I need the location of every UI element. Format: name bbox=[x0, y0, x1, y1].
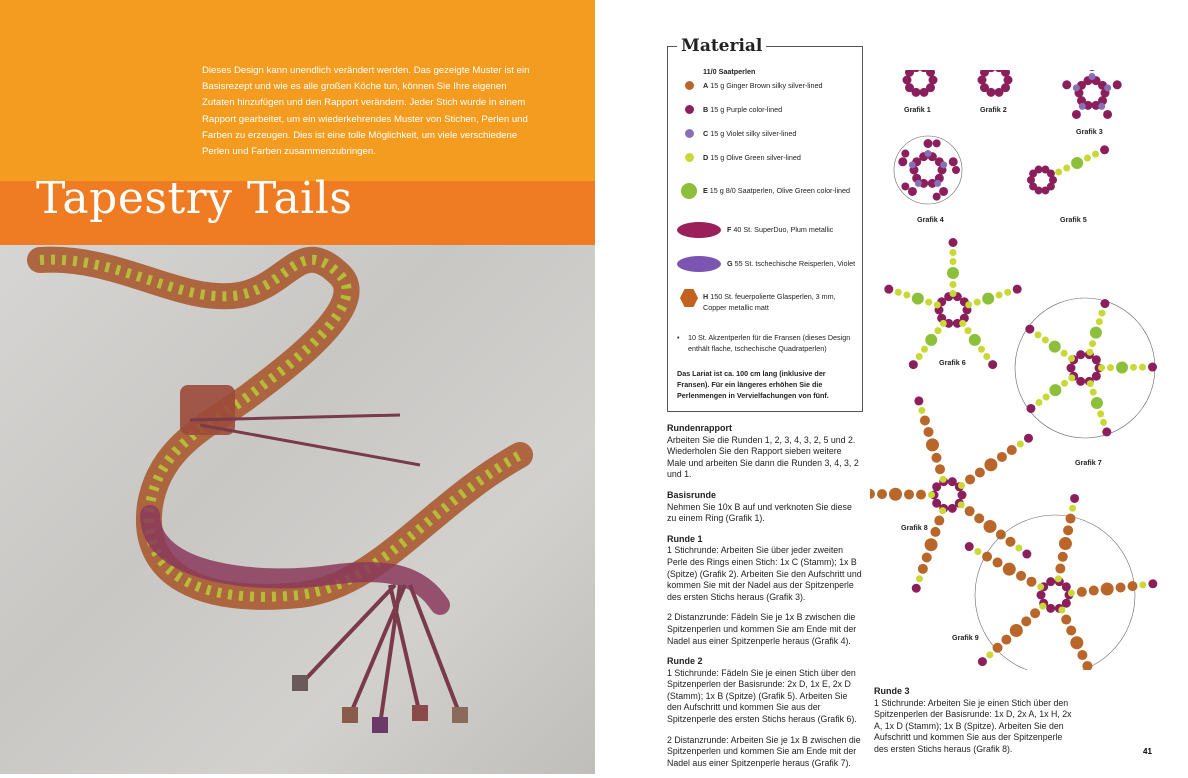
ring-bead bbox=[978, 76, 987, 85]
arm-bead bbox=[939, 507, 946, 514]
arm-bead bbox=[1082, 661, 1092, 670]
arm-bead bbox=[1005, 537, 1015, 547]
ring-bead bbox=[1037, 591, 1046, 600]
arm-bead bbox=[1087, 380, 1094, 387]
arm-bead bbox=[940, 476, 947, 483]
arm-bead bbox=[1015, 545, 1022, 552]
arm-bead bbox=[1102, 427, 1111, 436]
arm-bead bbox=[909, 161, 916, 168]
arm-bead bbox=[1096, 318, 1103, 325]
arm-bead bbox=[1063, 165, 1070, 172]
arm-bead bbox=[950, 258, 957, 265]
runde2-p2: 2 Distanzrunde: Arbeiten Sie je 1x B zwischen die Spitzenperlen und kommen Sie am Ende mit der Nadel aus einer Spitzenperle heraus (Grafik 7). bbox=[667, 734, 861, 768]
runde1-p2: 2 Distanzrunde: Fädeln Sie je 1x B zwischen die Spitzenperlen und kommen Sie am Ende mit der Nadel aus einer Spitzenperle heraus (Grafik 4). bbox=[667, 612, 857, 646]
bullet-text: 10 St. Akzentperlen für die Fransen (dieses Design enthält flache, tschechische Quadratperlen) bbox=[688, 333, 851, 353]
ring-bead bbox=[929, 76, 938, 85]
arm-bead bbox=[1100, 145, 1109, 154]
arm-bead bbox=[1148, 579, 1157, 588]
ring-bead bbox=[1046, 577, 1055, 586]
ring-bead bbox=[932, 499, 941, 508]
material-bullet: • 10 St. Akzentperlen für die Fransen (dieses Design enthält flache, tschechische Quadratperlen) bbox=[677, 332, 855, 354]
arm-bead bbox=[1022, 550, 1031, 559]
arm-bead bbox=[877, 489, 887, 499]
arm-bead bbox=[935, 327, 942, 334]
arm-bead bbox=[870, 489, 875, 499]
caption-grafik-1: Grafik 1 bbox=[904, 105, 931, 114]
arm-bead bbox=[974, 548, 981, 555]
bead-icon-b bbox=[685, 105, 694, 114]
arm-bead bbox=[1017, 440, 1024, 447]
arm-bead bbox=[903, 292, 910, 299]
ring-bead bbox=[948, 504, 957, 513]
page-number: 41 bbox=[1143, 747, 1152, 756]
material-item-d bbox=[703, 152, 860, 163]
arm-bead bbox=[1116, 582, 1126, 592]
arm-bead bbox=[1077, 587, 1087, 597]
arm-bead bbox=[918, 407, 925, 414]
arm-bead bbox=[996, 530, 1006, 540]
arm-bead bbox=[1065, 514, 1075, 524]
arm-bead bbox=[1084, 155, 1091, 162]
arm-bead bbox=[1071, 157, 1083, 169]
bead-icon-g bbox=[677, 256, 721, 272]
material-item-g bbox=[727, 258, 860, 269]
bead-icon-f bbox=[677, 222, 721, 238]
arm-bead bbox=[1039, 603, 1046, 610]
material-heading: Material bbox=[677, 36, 766, 56]
arm-bead bbox=[912, 293, 924, 305]
ring-bead bbox=[1004, 76, 1013, 85]
ring-bead bbox=[905, 83, 914, 92]
ring-bead bbox=[1076, 350, 1085, 359]
arm-bead bbox=[950, 281, 957, 288]
arm-bead bbox=[1058, 607, 1065, 614]
seed-heading: 11/0 Saatperlen bbox=[703, 67, 756, 76]
arm-bead bbox=[930, 527, 940, 537]
arm-bead bbox=[898, 157, 907, 166]
arm-bead bbox=[1097, 410, 1104, 417]
arm-bead bbox=[965, 506, 975, 516]
arm-bead bbox=[916, 353, 923, 360]
arm-bead bbox=[1061, 615, 1071, 625]
material-item-c bbox=[703, 128, 860, 139]
basis-text: Nehmen Sie 10x B auf und verknoten Sie diese zu einem Ring (Grafik 1). bbox=[667, 501, 852, 524]
distance-bead bbox=[901, 150, 909, 158]
item-text: 15 g 8/0 Saatperlen, Olive Green color-lined bbox=[709, 186, 851, 195]
arm-bead bbox=[904, 489, 914, 499]
arm-bead bbox=[1070, 636, 1083, 649]
runde1-p1: 1 Stichrunde: Arbeiten Sie über jeder zweiten Perle des Rings einen Stich: 1x C (Stamm); 1x B (Spitze) (Grafik 2). Arbeiten Sie den Aufschritt und kommen Sie mit der Nadel aus der Spitzenperle des ersten Stichs heraus (Grafik 3). bbox=[667, 545, 862, 602]
arm-bead bbox=[1021, 616, 1031, 626]
arm-bead bbox=[925, 150, 932, 157]
arm-bead bbox=[949, 238, 958, 247]
arm-bead bbox=[1139, 364, 1146, 371]
arm-bead bbox=[914, 396, 923, 405]
lariat-illustration bbox=[0, 245, 595, 774]
arm-bead bbox=[1037, 583, 1044, 590]
ring-bead bbox=[1047, 170, 1055, 178]
arm-bead bbox=[1049, 384, 1061, 396]
arm-bead bbox=[1069, 505, 1076, 512]
bead-icon-a bbox=[685, 81, 694, 90]
bead-icon-d bbox=[685, 153, 694, 162]
arm-bead bbox=[1059, 537, 1072, 550]
item-text: 15 g Ginger Brown silky silver-lined bbox=[710, 81, 823, 90]
arm-bead bbox=[1016, 571, 1026, 581]
arm-bead bbox=[1035, 399, 1042, 406]
arm-bead bbox=[965, 542, 974, 551]
arm-bead bbox=[1003, 563, 1016, 576]
bead-diagrams bbox=[870, 70, 1170, 670]
arm-bead bbox=[916, 575, 923, 582]
arm-bead bbox=[912, 584, 921, 593]
arm-bead bbox=[965, 474, 975, 484]
arm-bead bbox=[993, 558, 1003, 568]
item-letter: D bbox=[703, 153, 709, 162]
distance-bead bbox=[933, 139, 941, 147]
arm-bead bbox=[934, 180, 941, 187]
basis-heading: Basisrunde bbox=[667, 489, 717, 500]
ring-bead bbox=[1092, 355, 1101, 364]
arm-bead bbox=[1101, 583, 1114, 596]
arm-bead bbox=[996, 292, 1003, 299]
arm-bead bbox=[1026, 404, 1035, 413]
arm-bead bbox=[1079, 103, 1086, 110]
item-letter: A bbox=[703, 81, 709, 90]
arm-bead bbox=[1055, 575, 1062, 582]
arm-bead bbox=[1042, 337, 1049, 344]
arm-bead bbox=[1013, 285, 1022, 294]
arm-bead bbox=[1007, 445, 1017, 455]
arm-bead bbox=[1061, 350, 1068, 357]
caption-grafik-6: Grafik 6 bbox=[939, 358, 966, 367]
arm-bead bbox=[1130, 364, 1137, 371]
arm-bead bbox=[1077, 650, 1087, 660]
arm-bead bbox=[915, 180, 922, 187]
item-letter: C bbox=[703, 129, 709, 138]
item-text: 40 St. SuperDuo, Plum metallic bbox=[733, 225, 834, 234]
arm-bead bbox=[889, 488, 902, 501]
arm-bead bbox=[947, 267, 959, 279]
arm-bead bbox=[993, 643, 1003, 653]
arm-bead bbox=[997, 452, 1007, 462]
arm-bead bbox=[923, 427, 933, 437]
arm-bead bbox=[934, 301, 941, 308]
arm-bead bbox=[934, 516, 944, 526]
arm-bead bbox=[1098, 310, 1105, 317]
arm-bead bbox=[895, 289, 902, 296]
arm-bead bbox=[982, 293, 994, 305]
material-item-a bbox=[703, 80, 860, 91]
arm-bead bbox=[1043, 394, 1050, 401]
ring-bead bbox=[958, 491, 967, 500]
arm-bead bbox=[1090, 389, 1097, 396]
arm-bead bbox=[984, 520, 997, 533]
arm-bead bbox=[1062, 80, 1071, 89]
ring-bead bbox=[1062, 582, 1071, 591]
arm-bead bbox=[925, 299, 932, 306]
arm-bead bbox=[1058, 552, 1068, 562]
arm-bead bbox=[950, 290, 957, 297]
material-item-b bbox=[703, 104, 860, 115]
distance-bead bbox=[933, 193, 941, 201]
arm-bead bbox=[1001, 635, 1011, 645]
arm-bead bbox=[1010, 624, 1023, 637]
ring-bead bbox=[1067, 364, 1076, 373]
arm-bead bbox=[1100, 419, 1107, 426]
arm-bead bbox=[928, 491, 935, 498]
arm-bead bbox=[1068, 374, 1075, 381]
page-title: Tapestry Tails bbox=[36, 173, 353, 224]
arm-bead bbox=[916, 490, 926, 500]
arm-bead bbox=[940, 161, 947, 168]
arm-bead bbox=[1024, 434, 1033, 443]
runde3-block bbox=[874, 686, 1074, 765]
material-note: Das Lariat ist ca. 100 cm lang (inklusive der Fransen). Für ein längeres erhöhen Sie die Perlenmengen in Vervielfachungen von fünf. bbox=[677, 369, 829, 400]
material-item-h bbox=[703, 291, 860, 313]
material-item-e bbox=[703, 185, 860, 196]
arm-bead bbox=[1089, 340, 1096, 347]
arm-bead bbox=[982, 552, 992, 562]
arm-bead bbox=[931, 453, 941, 463]
arm-bead bbox=[935, 464, 945, 474]
arm-bead bbox=[1107, 364, 1114, 371]
arm-bead bbox=[1026, 577, 1036, 587]
lariat-photo bbox=[0, 245, 595, 774]
caption-grafik-3: Grafik 3 bbox=[1076, 127, 1103, 136]
arm-bead bbox=[1086, 349, 1093, 356]
rundenrapport-heading: Rundenrapport bbox=[667, 423, 732, 433]
arm-bead bbox=[908, 187, 917, 196]
bead-icon-e bbox=[681, 183, 697, 199]
caption-grafik-4: Grafik 4 bbox=[917, 215, 944, 224]
item-letter: B bbox=[703, 105, 709, 114]
instructions-column bbox=[667, 423, 863, 778]
ring-bead bbox=[903, 76, 912, 85]
arm-bead bbox=[975, 468, 985, 478]
arm-bead bbox=[958, 482, 965, 489]
arm-bead bbox=[1113, 80, 1122, 89]
arm-bead bbox=[1004, 289, 1011, 296]
bead-icon-c bbox=[685, 129, 694, 138]
arm-bead bbox=[1090, 327, 1102, 339]
arm-bead bbox=[978, 657, 987, 666]
arm-bead bbox=[1092, 151, 1099, 158]
arm-bead bbox=[1035, 331, 1042, 338]
item-text: 15 g Violet silky silver-lined bbox=[710, 129, 797, 138]
arm-bead bbox=[1068, 355, 1075, 362]
arm-bead bbox=[986, 651, 993, 658]
distance-bead bbox=[901, 182, 909, 190]
arm-bead bbox=[1061, 380, 1068, 387]
runde2-heading: Runde 2 bbox=[667, 656, 703, 667]
caption-grafik-2: Grafik 2 bbox=[980, 105, 1007, 114]
arm-bead bbox=[950, 249, 957, 256]
runde2-p1: 1 Stichrunde: Fädeln Sie je einen Stich über den Spitzenperlen der Basisrunde: 2x D, 1x E, 2x D (Stamm); 1x B (Spitze) (Grafik 5). Arbeiten Sie den Aufschritt und kommen Sie aus der Spitzenperle des ersten Stichs heraus (Grafik 6). bbox=[667, 667, 857, 725]
caption-grafik-7: Grafik 7 bbox=[1075, 458, 1102, 467]
arm-bead bbox=[1098, 103, 1105, 110]
arm-bead bbox=[1104, 84, 1111, 91]
arm-bead bbox=[978, 346, 985, 353]
arm-bead bbox=[922, 552, 932, 562]
arm-bead bbox=[983, 353, 990, 360]
arm-bead bbox=[958, 501, 965, 508]
item-letter: G bbox=[727, 259, 733, 268]
item-text: 55 St. tschechische Reisperlen, Violet bbox=[734, 259, 856, 268]
arm-bead bbox=[1025, 325, 1034, 334]
item-text: 15 g Olive Green silver-lined bbox=[710, 153, 801, 162]
ring-bead bbox=[920, 88, 929, 97]
intro-text: Dieses Design kann unendlich verändert werden. Das gezeigte Muster ist ein Basisrezept und wie es alle großen Köche tun, können Sie Ihre eigenen Zutaten hinzufügen und den Rapport verändern. Jeder Stich wurde in einem Rapport gearbeitet, um ein wiederkehrendes Muster von Stichen, Perlen und Farben zu erzeugen. Dies ist eine tolle Möglichkeit, um viele verschiedene Perlen und Farben zusammenzubringen. bbox=[202, 65, 530, 158]
caption-grafik-9: Grafik 9 bbox=[952, 633, 979, 642]
arm-bead bbox=[988, 360, 997, 369]
arm-bead bbox=[974, 299, 981, 306]
arm-bead bbox=[1103, 110, 1112, 119]
arm-bead bbox=[984, 458, 997, 471]
arm-bead bbox=[1089, 73, 1096, 80]
arm-bead bbox=[925, 538, 938, 551]
arm-bead bbox=[939, 187, 948, 196]
item-letter: H bbox=[703, 292, 709, 301]
item-text: 150 St. feuerpolierte Glasperlen, 3 mm, Copper metallic matt bbox=[703, 292, 836, 312]
arm-bead bbox=[959, 320, 966, 327]
arm-bead bbox=[924, 139, 933, 148]
distance-bead bbox=[952, 166, 960, 174]
arm-bead bbox=[1055, 168, 1062, 175]
rundenrapport-text: Arbeiten Sie die Runden 1, 2, 3, 4, 3, 2, 5 und 2. Wiederholen Sie den Rapport sieben weitere Male und arbeiten Sie dann die Runden 3, 4, 3, 2 und 1. bbox=[667, 434, 859, 480]
item-text: 15 g Purple color-lined bbox=[710, 105, 783, 114]
arm-bead bbox=[925, 334, 937, 346]
arm-bead bbox=[1100, 299, 1109, 308]
ring-bead bbox=[995, 88, 1004, 97]
arm-bead bbox=[964, 327, 971, 334]
arm-bead bbox=[1055, 564, 1065, 574]
arm-bead bbox=[909, 360, 918, 369]
arm-bead bbox=[969, 334, 981, 346]
arm-bead bbox=[974, 513, 984, 523]
arm-bead bbox=[1072, 110, 1081, 119]
item-letter: E bbox=[703, 186, 708, 195]
arm-bead bbox=[1089, 586, 1099, 596]
arm-bead bbox=[1066, 625, 1076, 635]
arm-bead bbox=[1049, 341, 1061, 353]
arm-bead bbox=[884, 285, 893, 294]
arm-bead bbox=[1070, 494, 1079, 503]
arm-bead bbox=[1068, 590, 1075, 597]
left-page bbox=[0, 0, 595, 774]
arm-bead bbox=[920, 415, 930, 425]
arm-bead bbox=[1139, 581, 1146, 588]
arm-bead bbox=[926, 438, 939, 451]
arm-bead bbox=[1030, 608, 1040, 618]
arm-bead bbox=[1091, 397, 1103, 409]
arm-bead bbox=[921, 346, 928, 353]
runde3-heading: Runde 3 bbox=[874, 686, 910, 696]
arm-bead bbox=[1088, 70, 1097, 71]
caption-grafik-5: Grafik 5 bbox=[1060, 215, 1087, 224]
arm-bead bbox=[1127, 581, 1137, 591]
runde1-heading: Runde 1 bbox=[667, 533, 703, 544]
arm-bead bbox=[918, 564, 928, 574]
arm-bead bbox=[940, 320, 947, 327]
arm-bead bbox=[1063, 525, 1073, 535]
ring-bead bbox=[980, 83, 989, 92]
material-item-f bbox=[727, 224, 860, 235]
arm-bead bbox=[1148, 363, 1157, 372]
arm-bead bbox=[949, 157, 958, 166]
arm-bead bbox=[965, 301, 972, 308]
arm-bead bbox=[1098, 364, 1105, 371]
runde3-p1: 1 Stichrunde: Arbeiten Sie je einen Stich über den Spitzenperlen der Basisrunde: 1x D, 2x A, 1x H, 2x A, 1x D (Stamm); 1x B (Spitze). Arbeiten Sie den Aufschritt und kommen Sie aus der Spitzenperle des ersten Stichs heraus (Grafik 8). bbox=[874, 697, 1072, 754]
arm-bead bbox=[1073, 84, 1080, 91]
arm-bead bbox=[1116, 361, 1128, 373]
caption-grafik-8: Grafik 8 bbox=[901, 523, 928, 532]
item-letter: F bbox=[727, 225, 732, 234]
